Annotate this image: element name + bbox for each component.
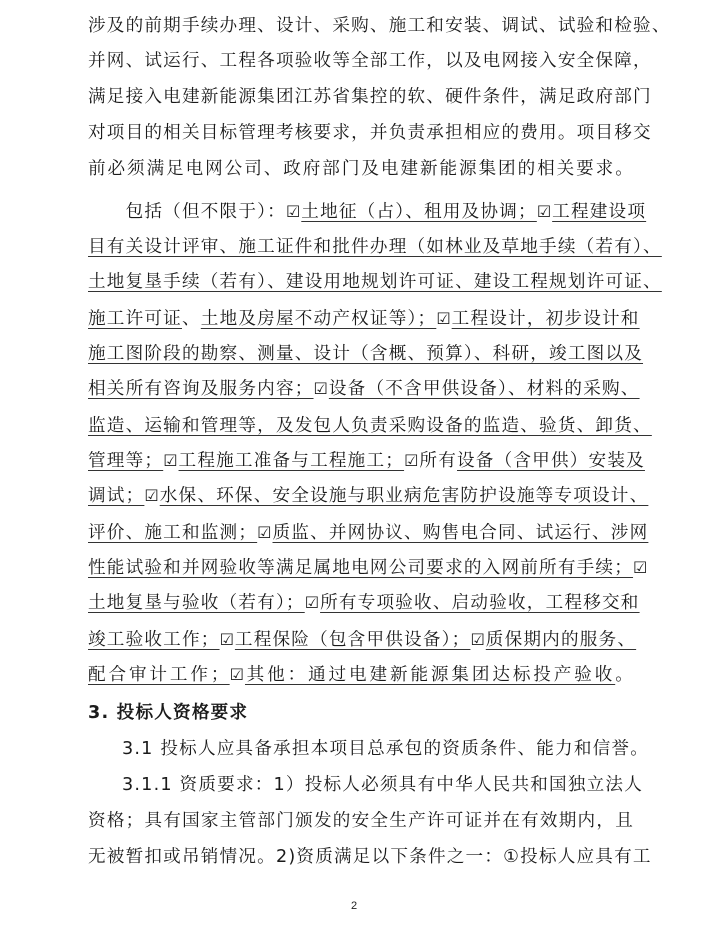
underlined-text: 竣工验收工作； bbox=[88, 630, 220, 650]
underlined-text: 性能试验和并网验收等满足属地电网公司要求的入网前所有手续； bbox=[88, 558, 634, 578]
underlined-text: 工程设计，初步设计和 bbox=[451, 309, 640, 329]
underlined-text: 土地征（占）、租用及协调； bbox=[301, 202, 537, 222]
underlined-text: 评价、施工和监测； bbox=[88, 523, 258, 543]
body-line bbox=[88, 199, 647, 225]
body-line bbox=[88, 662, 634, 688]
underlined-text: 目有关设计评审、施工证件和批件办理（如林业及草地手续（若有）、 bbox=[88, 237, 662, 257]
body-line bbox=[88, 376, 640, 402]
paragraph-3-1: 3.1 投标人应具备承担本项目总承包的资质条件、能力和信誉。 bbox=[122, 739, 650, 759]
checkbox-checked-icon: ☑ bbox=[144, 486, 159, 505]
body-line bbox=[88, 269, 662, 295]
body-line bbox=[88, 448, 645, 474]
body-line bbox=[88, 483, 649, 509]
paragraph-3-1-1-line-3: 无被暂扣或吊销情况。2)资质满足以下条件之一：①投标人应具有工 bbox=[88, 847, 652, 867]
underlined-text: 水保、环保、安全设施与职业病危害防护设施等专项设计、 bbox=[159, 486, 649, 506]
body-line bbox=[88, 156, 634, 182]
checkbox-checked-icon: ☑ bbox=[257, 523, 272, 542]
body-line bbox=[88, 341, 644, 367]
underlined-text: 调试； bbox=[88, 486, 145, 506]
underlined-text: 土地及房屋不动产权证等）； bbox=[200, 309, 437, 329]
underlined-text: 施工图阶段的勘察、测量、设计（含概、预算）、科研，竣工图以及 bbox=[88, 344, 644, 364]
underlined-text: 配合审计工作； bbox=[88, 665, 230, 685]
text: 前必须满足电网公司、政府部门及电建新能源集团的相关要求。 bbox=[88, 159, 634, 179]
body-line bbox=[88, 234, 662, 260]
underlined-text: 质监、并网协议、购售电合同、试运行、涉网 bbox=[272, 523, 649, 543]
paragraph-3-1-1-line-1: 3.1.1 资质要求：1）投标人必须具有中华人民共和国独立法人 bbox=[122, 775, 644, 795]
underlined-text: 设备（不含甲供设备）、材料的采购、 bbox=[328, 379, 640, 399]
body-line bbox=[88, 627, 637, 653]
body-line bbox=[88, 120, 652, 146]
body-line bbox=[88, 306, 640, 332]
underlined-text: 工程保险（包含甲供设备）； bbox=[234, 630, 471, 650]
checkbox-checked-icon: ☑ bbox=[313, 379, 328, 398]
underlined-text: 所有专项验收、启动验收，工程移交和 bbox=[320, 593, 640, 613]
underlined-text: 工程施工准备与工程施工； bbox=[178, 451, 405, 471]
text: 所有 bbox=[419, 451, 457, 471]
text: 包括（但不限于）： bbox=[88, 202, 286, 222]
underlined-text: 工程建设项 bbox=[552, 202, 647, 222]
body-line bbox=[88, 520, 649, 546]
body-line bbox=[88, 555, 648, 581]
text: 。 bbox=[615, 665, 634, 685]
page-number: 2 bbox=[350, 900, 358, 912]
body-line bbox=[88, 590, 640, 616]
text: 满足接入电建新能源集团江苏省集控的软、硬件条件，满足政府部门 bbox=[88, 87, 652, 107]
checkbox-checked-icon: ☑ bbox=[219, 630, 234, 649]
checkbox-checked-icon: ☑ bbox=[633, 558, 648, 577]
underlined-text: 其他：通过电建新能源集团达标投产验收 bbox=[244, 665, 616, 685]
underlined-text: 监造、运输和管理等，及发包人负责采购设备的监造、验货、卸货、 bbox=[88, 416, 652, 436]
checkbox-checked-icon: ☑ bbox=[229, 665, 244, 684]
checkbox-checked-icon: ☑ bbox=[304, 593, 320, 612]
body-line bbox=[88, 413, 652, 439]
text: 涉及的前期手续办理、设计、采购、施工和安装、调试、试验和检验、 bbox=[88, 16, 671, 36]
underlined-text: 土地复垦手续（若有）、建设用地规划许可证、建设工程规划许可证、 bbox=[88, 272, 662, 292]
checkbox-checked-icon: ☑ bbox=[404, 451, 419, 470]
underlined-text: 相关所有咨询及服务内容； bbox=[88, 379, 314, 399]
section-heading: 3. 投标人资格要求 bbox=[88, 703, 249, 723]
body-line bbox=[88, 48, 652, 74]
underlined-text: 施工许可证 bbox=[88, 309, 182, 329]
checkbox-checked-icon: ☑ bbox=[285, 202, 301, 221]
text: 并网、试运行、工程各项验收等全部工作，以及电网接入安全保障， bbox=[88, 51, 652, 71]
text: 对项目的相关目标管理考核要求，并负责承担相应的费用。项目移交 bbox=[88, 123, 652, 143]
text: 、 bbox=[181, 309, 201, 329]
underlined-text: 质保期内的服务、 bbox=[485, 630, 637, 650]
underlined-text: 设备（含甲供）安装及 bbox=[457, 451, 645, 471]
paragraph-3-1-1-line-2: 资格；具有国家主管部门颁发的安全生产许可证并在有效期内，且 bbox=[88, 811, 634, 831]
body-line bbox=[88, 13, 671, 39]
checkbox-checked-icon: ☑ bbox=[436, 309, 451, 328]
checkbox-checked-icon: ☑ bbox=[536, 202, 552, 221]
checkbox-checked-icon: ☑ bbox=[163, 451, 178, 470]
checkbox-checked-icon: ☑ bbox=[470, 630, 485, 649]
body-line bbox=[88, 84, 652, 110]
underlined-text: 土地复垦与验收（若有）； bbox=[88, 593, 305, 613]
underlined-text: 管理等； bbox=[88, 451, 164, 471]
